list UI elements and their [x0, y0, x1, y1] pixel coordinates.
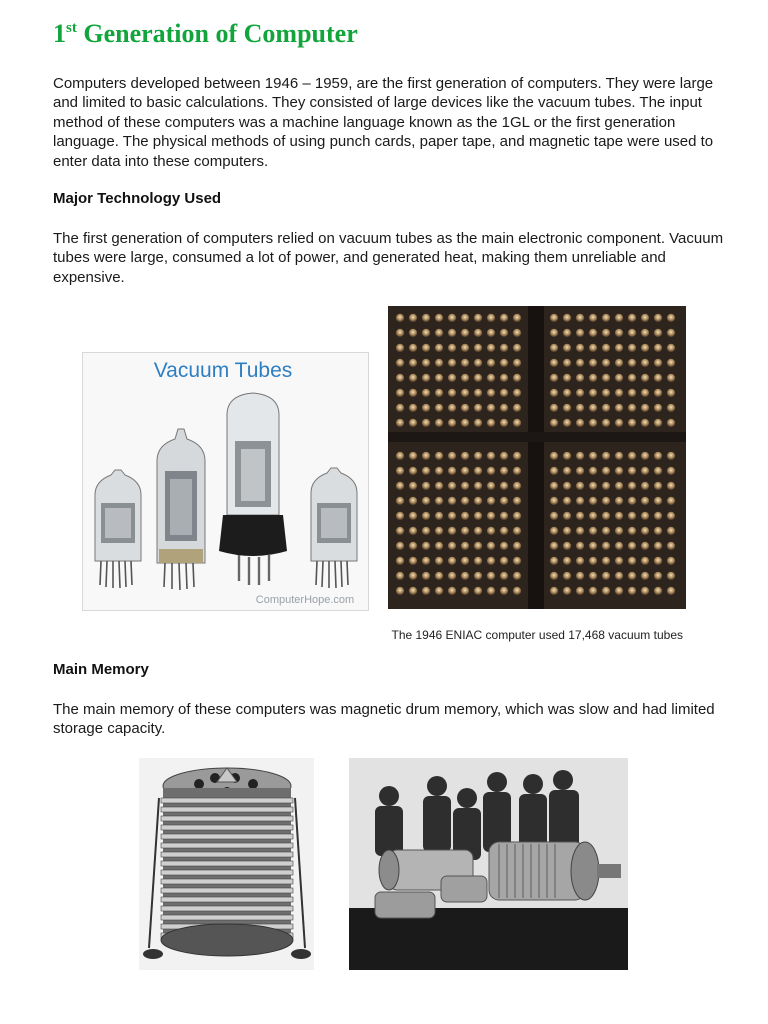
- title-text: Generation of Computer: [76, 19, 358, 48]
- memory-heading: Main Memory: [53, 661, 149, 678]
- computerhope-watermark: ComputerHope.com: [255, 594, 355, 606]
- engineers-with-drum-illustration: [349, 758, 628, 970]
- eniac-caption: The 1946 ENIAC computer used 17,468 vacuum tubes: [391, 628, 683, 642]
- magnetic-drum-illustration: [139, 758, 314, 970]
- eniac-tube-rack: [388, 306, 686, 609]
- drum-memory-photo: [139, 758, 314, 970]
- technology-heading: Major Technology Used: [53, 190, 222, 207]
- vacuum-tube-small-left: [95, 470, 141, 588]
- eniac-photo: [388, 306, 686, 609]
- vacuum-tubes-figure: [82, 352, 369, 611]
- vacuum-tube-tall: [157, 429, 205, 590]
- memory-paragraph: The main memory of these computers was magnetic drum memory, which was slow and had limited storage capacity.: [53, 701, 715, 738]
- vacuum-tube-small-right: [311, 468, 357, 588]
- vacuum-tube-large-octal: [219, 393, 287, 585]
- title-number: 1: [53, 19, 66, 48]
- intro-paragraph: Computers developed between 1946 – 1959, are the first generation of computers. They were large and limited to basic calculations. They consisted of large devices like the vacuum tubes. The input method of these computers was a machine language known as the 1GL or the first generation language. The physical methods of using punch cards, paper tape, and magnetic tape were used to enter data into these computers.: [53, 75, 714, 170]
- vacuum-tubes-illustration: [83, 353, 368, 610]
- vacuum-tubes-title: Vacuum Tubes: [153, 359, 293, 382]
- page-title: [53, 10, 358, 52]
- technology-paragraph: The first generation of computers relied on vacuum tubes as the main electronic component. Vacuum tubes were large, consumed a lot of power, and generated heat, making them unreliable and expensive.: [53, 230, 724, 286]
- title-ordinal: st: [66, 20, 77, 36]
- engineers-drum-photo: [349, 758, 628, 970]
